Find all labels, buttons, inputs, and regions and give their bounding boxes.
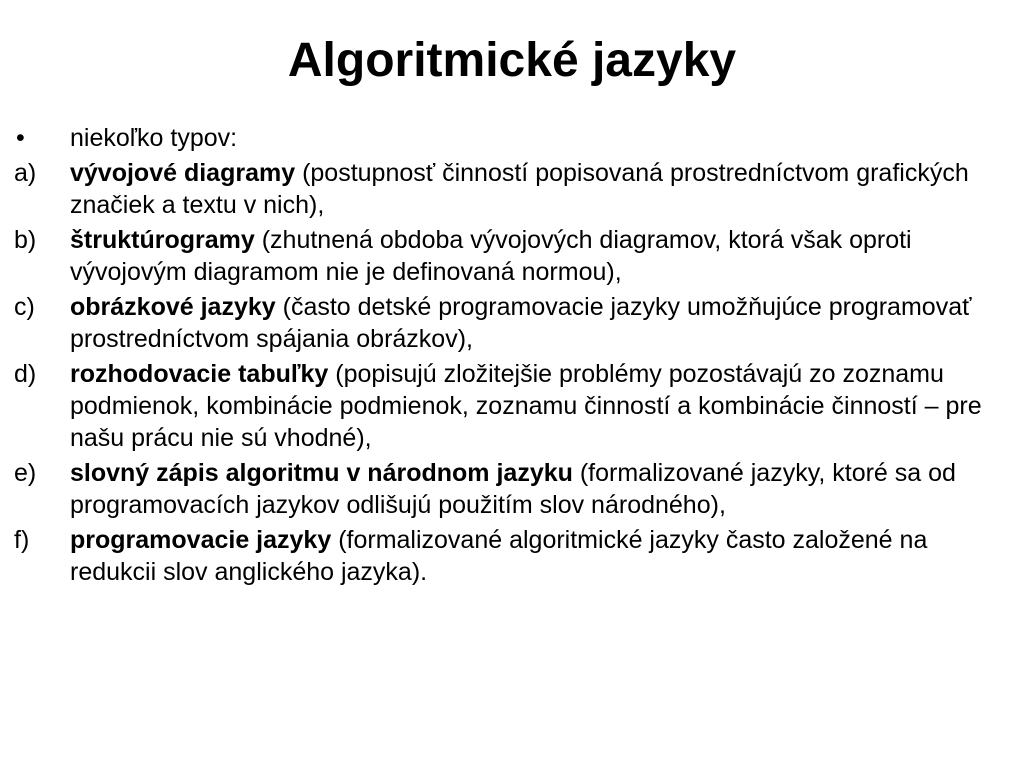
list-marker: e) — [14, 459, 37, 487]
list-text — [70, 358, 1010, 454]
list-description: (formalizované algoritmické jazyky často založené na redukcii slov anglického jazyka). — [70, 526, 928, 586]
list-description: (popisujú zložitejšie problémy pozostávajú zo zoznamu podmienok, kombinácie podmienok, zoznamu činností a kombinácie činností – pre našu prácu nie sú vhodné), — [70, 360, 982, 452]
list-description: (zhutnená obdoba vývojových diagramov, ktorá však oproti vývojovým diagramom nie je definovaná normou), — [70, 226, 912, 286]
slide-content — [14, 122, 1010, 591]
list-item-b — [14, 224, 1010, 288]
list-description: (formalizované jazyky, ktoré sa od programovacích jazykov odlišujú použitím slov národného), — [70, 459, 956, 519]
list-marker: c) — [14, 293, 35, 321]
list-text — [70, 157, 1010, 221]
list-term: vývojové diagramy — [70, 159, 296, 187]
list-marker: f) — [14, 526, 30, 554]
list-marker: a) — [14, 159, 37, 187]
list-item-e — [14, 457, 1010, 521]
list-item-c — [14, 291, 1010, 355]
list-marker: b) — [14, 226, 37, 254]
list-term: rozhodovacie tabuľky — [70, 360, 329, 388]
list-term: obrázkové jazyky — [70, 293, 276, 321]
list-text — [70, 524, 1010, 588]
list-text — [70, 457, 1010, 521]
list-text — [70, 291, 1010, 355]
list-term: slovný zápis algoritmu v národnom jazyku — [70, 459, 573, 487]
list-description: (často detské programovacie jazyky umožňujúce programovať prostredníctvom spájania obrázkov), — [70, 293, 972, 353]
bullet-text: niekoľko typov: — [70, 124, 238, 152]
slide-title: Algoritmické jazyky — [287, 34, 737, 87]
list-term: štruktúrogramy — [70, 226, 255, 254]
list-item-a — [14, 157, 1010, 221]
list-text — [70, 224, 1010, 288]
list-item-d — [14, 358, 1010, 454]
list-marker: d) — [14, 360, 37, 388]
list-description: (postupnosť činností popisovaná prostredníctvom grafických značiek a textu v nich), — [70, 159, 969, 219]
list-item-f — [14, 524, 1010, 588]
list-term: programovacie jazyky — [70, 526, 332, 554]
bullet-marker: • — [16, 124, 25, 152]
bullet-item-intro — [14, 122, 1010, 154]
